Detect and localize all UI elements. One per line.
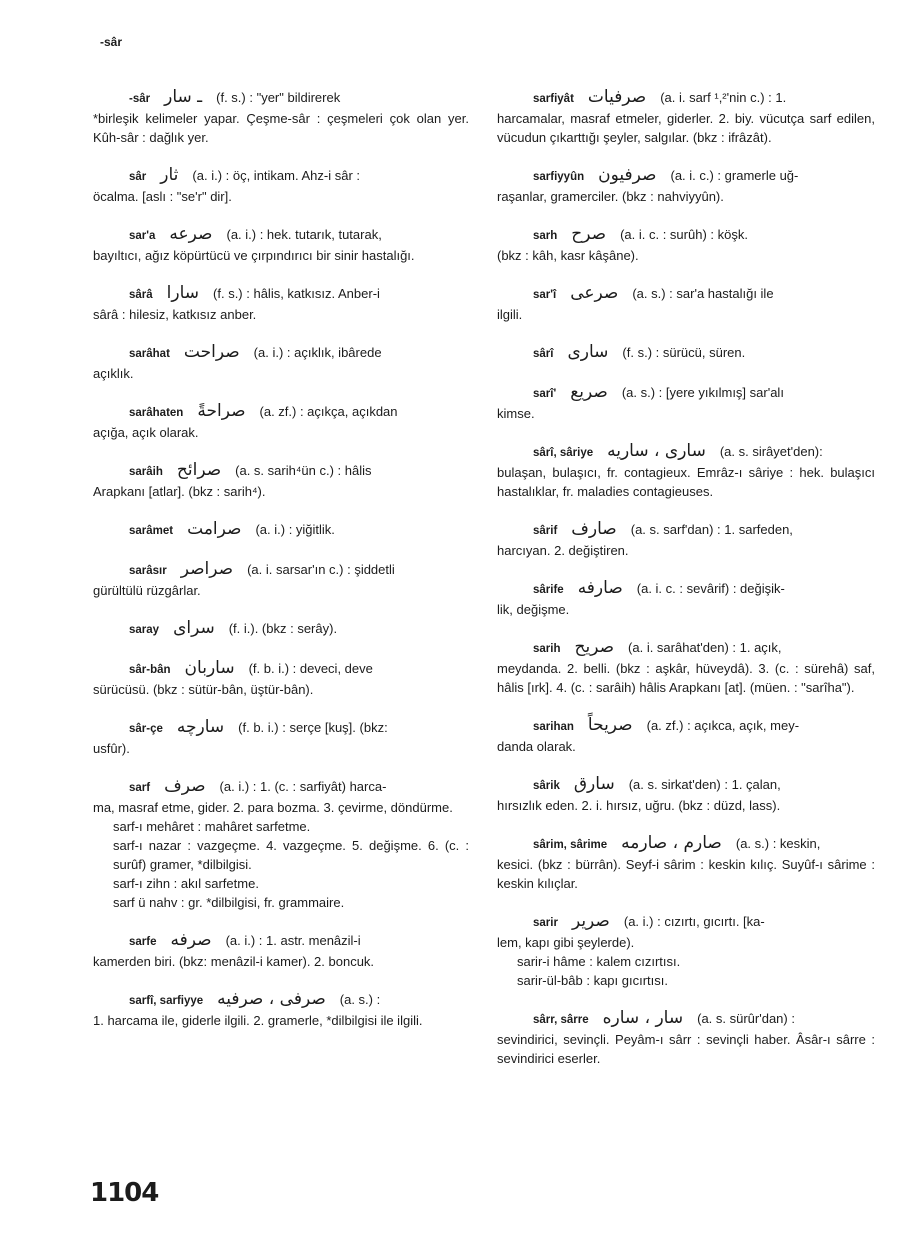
definition-start: (a. i. sarf ¹,²'nin c.) : 1. (660, 90, 787, 105)
entry-first-line (497, 638, 875, 659)
entry-first-line (93, 225, 469, 246)
dictionary-entry (93, 659, 469, 699)
headword: sârife (533, 584, 564, 596)
arabic-spelling: صارف (571, 519, 617, 539)
definition-continuation: danda olarak. (497, 739, 576, 754)
dictionary-entry (93, 777, 469, 912)
entry-first-line (93, 88, 469, 109)
definition-start: (a. i.) : açıklık, ibârede (253, 345, 382, 360)
definition-start: (a. i.) : yiğitlik. (255, 522, 335, 537)
headword: sarâih (129, 466, 163, 478)
arabic-spelling: ـ سار (164, 87, 203, 107)
entry-first-line (93, 284, 469, 305)
headword: sârif (533, 525, 558, 537)
dictionary-entry (497, 343, 875, 364)
arabic-spelling: صريح (574, 637, 615, 657)
definition-start: (a. i. sarsar'ın c.) : şiddetli (247, 562, 395, 577)
entry-first-line (497, 520, 875, 541)
headword: sarh (533, 230, 558, 242)
entry-first-line (93, 619, 469, 640)
dictionary-entry (497, 638, 875, 697)
definition-start: (a. i. c. : sevârif) : değişik- (636, 581, 785, 596)
arabic-spelling: صرير (571, 911, 610, 931)
definition-start: (a. s.) : (339, 992, 381, 1007)
definition-start: (a. s. sarih⁴ün c.) : hâlis (235, 463, 372, 478)
headword: sarfiyât (533, 93, 574, 105)
entry-first-line (93, 990, 469, 1011)
definition-continuation: meydanda. 2. belli. (bkz : aşkâr, hüveydâ). 3. (c. : sürehâ) saf, hâlis [ırk]. 4. (c. : sarâih) hâlis Arapkanı [at]. (müen. : "sarîha"). (497, 661, 875, 695)
definition-continuation: harcıyan. 2. değiştiren. (497, 543, 629, 558)
arabic-spelling: صرفيون (598, 165, 657, 185)
dictionary-entry (497, 166, 875, 206)
dictionary-entry (93, 166, 469, 206)
entry-first-line (93, 718, 469, 739)
arabic-spelling: صرح (571, 224, 607, 244)
entry-first-line (497, 579, 875, 600)
arabic-spelling: صرامت (187, 519, 242, 539)
definition-start: (a. s. sarf'dan) : 1. sarfeden, (630, 522, 793, 537)
definition-continuation: kamerden biri. (bkz: menâzil-i kamer). 2. boncuk. (93, 954, 375, 969)
headword: sârr, sârre (533, 1014, 589, 1026)
dictionary-entry (497, 383, 875, 423)
entry-first-line (497, 284, 875, 305)
dictionary-entry (93, 718, 469, 758)
arabic-spelling: صراصر (180, 559, 234, 579)
entry-first-line (497, 775, 875, 796)
dictionary-entry (93, 402, 469, 442)
definition-start: (f. s.) : "yer" bildirerek (216, 90, 341, 105)
arabic-spelling: صرفه (170, 930, 212, 950)
definition-continuation: gürültülü rüzgârlar. (93, 583, 201, 598)
entry-first-line (93, 931, 469, 952)
definition-continuation: ilgili. (497, 307, 523, 322)
arabic-spelling: ساربان (184, 658, 235, 678)
definition-continuation: harcamalar, masraf etmeler, giderler. 2. biy. vücutça sarf edilen, vücudun çıkarttığı şeyler, salgılar. (bkz : ifrâzât). (497, 111, 875, 145)
entry-first-line (497, 716, 875, 737)
arabic-spelling: سارچه (176, 717, 225, 737)
definition-start: (a. i.) : 1. astr. menâzil-i (225, 933, 361, 948)
entry-first-line (93, 343, 469, 364)
definition-start: (f. s.) : hâlis, katkısız. Anber-i (213, 286, 380, 301)
headword: sarâsır (129, 565, 167, 577)
sub-entry: sarf-ı zihn : akıl sarfetme. (113, 876, 259, 891)
headword: sarir (533, 917, 558, 929)
headword: sârim, sârime (533, 839, 608, 851)
dictionary-entry (93, 225, 469, 265)
definition-continuation: hırsızlık eden. 2. i. hırsız, uğru. (bkz : düzd, lass). (497, 798, 781, 813)
definition-start: (f. b. i.) : serçe [kuş]. (bkz: (238, 720, 388, 735)
sub-entry: sarf-ı nazar : vazgeçme. 4. vazgeçme. 5. değişme. 6. (c. : surûf) gramer, *dilbilgisi. (113, 838, 469, 872)
arabic-spelling: سارى (567, 342, 609, 362)
definition-start: (a. s. sirâyet'den): (719, 444, 823, 459)
sub-entry: sarir-ül-bâb : kapı gıcırtısı. (517, 973, 668, 988)
definition-continuation: bayıltıcı, ağız köpürtücü ve çırpındırıcı bir sinir hastalığı. (93, 248, 415, 263)
headword: -sâr (129, 93, 151, 105)
arabic-spelling: سارق (573, 774, 615, 794)
entry-first-line (497, 912, 875, 933)
definition-start: (a. s. sürûr'dan) : (697, 1011, 795, 1026)
dictionary-entry (497, 775, 875, 815)
definition-continuation: bulaşan, bulaşıcı, fr. contagieux. Emrâz-ı sâriye : hek. bulaşıcı hastalıklar, fr. maladies contagieuses. (497, 465, 875, 499)
headword: sarâhat (129, 348, 170, 360)
definition-continuation: kesici. (bkz : bürrân). Seyf-i sârim : keskin kılıç. Suyûf-ı sârime : keskin kılıçlar. (497, 857, 875, 891)
dictionary-entry (93, 520, 469, 541)
definition-start: (f. s.) : sürücü, süren. (622, 345, 746, 360)
sub-entry: sarf ü nahv : gr. *dilbilgisi, fr. grammaire. (113, 895, 345, 910)
left-column (93, 88, 469, 1049)
headword: sâr (129, 171, 147, 183)
headword: sârî (533, 348, 554, 360)
definition-continuation: Arapkanı [atlar]. (bkz : sarih⁴). (93, 484, 266, 499)
dictionary-entry (93, 284, 469, 324)
headword: sarfî, sarfiyye (129, 995, 204, 1007)
dictionary-entry (93, 619, 469, 640)
arabic-spelling: صرائح (176, 460, 222, 480)
definition-continuation: sürücüsü. (bkz : sütür-bân, üştür-bân). (93, 682, 314, 697)
arabic-spelling: ثار (160, 165, 179, 185)
definition-start: (a. s.) : [yere yıkılmış] sar'alı (621, 385, 784, 400)
arabic-spelling: صريحاً (587, 715, 633, 735)
entry-first-line (497, 166, 875, 187)
arabic-spelling: صراحةً (197, 401, 246, 421)
entry-first-line (497, 225, 875, 246)
dictionary-entry (93, 461, 469, 501)
dictionary-entry (497, 442, 875, 501)
definition-continuation: ma, masraf etme, gider. 2. para bozma. 3. çevirme, döndürme. (93, 800, 453, 815)
definition-continuation: (bkz : kâh, kasr kâşâne). (497, 248, 639, 263)
entry-first-line (497, 442, 875, 463)
headword: sârik (533, 780, 560, 792)
definition-start: (a. i.) : cızırtı, gıcırtı. [ka- (623, 914, 765, 929)
definition-continuation: öcalma. [aslı : "se'r" dir]. (93, 189, 232, 204)
entry-first-line (497, 834, 875, 855)
headword: sarfiyyûn (533, 171, 585, 183)
dictionary-entry (93, 88, 469, 147)
headword: sar'î (533, 289, 557, 301)
dictionary-entry (497, 520, 875, 560)
headword: sarihan (533, 721, 574, 733)
headword: sâr-çe (129, 723, 163, 735)
definition-start: (a. i. sarâhat'den) : 1. açık, (628, 640, 782, 655)
running-header: -sâr (100, 35, 123, 49)
arabic-spelling: صراحت (183, 342, 240, 362)
headword: sârî, sâriye (533, 447, 594, 459)
right-column (497, 88, 875, 1087)
definition-continuation: usfûr). (93, 741, 130, 756)
entry-first-line (497, 383, 875, 404)
definition-continuation: açıklık. (93, 366, 134, 381)
definition-start: (a. i. c.) : gramerle uğ- (670, 168, 799, 183)
headword: sarâmet (129, 525, 174, 537)
headword: sar'a (129, 230, 156, 242)
dictionary-entry (93, 990, 469, 1030)
sub-entry: sarir-i hâme : kalem cızırtısı. (517, 954, 681, 969)
dictionary-entry (497, 834, 875, 893)
sub-entry: sarf-ı mehâret : mahâret sarfetme. (113, 819, 311, 834)
entry-first-line (93, 777, 469, 798)
dictionary-entry (93, 343, 469, 383)
entry-first-line (93, 166, 469, 187)
entry-first-line (93, 659, 469, 680)
definition-continuation: 1. harcama ile, giderle ilgili. 2. gramerle, *dilbilgisi ile ilgili. (93, 1013, 423, 1028)
arabic-spelling: سارى ، ساريه (607, 441, 706, 461)
definition-continuation: lem, kapı gibi şeylerde). (497, 935, 635, 950)
entry-first-line (93, 402, 469, 423)
dictionary-entry (497, 88, 875, 147)
dictionary-entry (497, 912, 875, 990)
headword: saray (129, 624, 160, 636)
arabic-spelling: صرعه (169, 224, 213, 244)
definition-start: (f. b. i.) : deveci, deve (248, 661, 373, 676)
arabic-spelling: سارا (166, 283, 200, 303)
definition-continuation: raşanlar, gramerciler. (bkz : nahviyyûn). (497, 189, 724, 204)
definition-start: (a. i.) : 1. (c. : sarfiyât) harca- (219, 779, 387, 794)
definition-continuation: kimse. (497, 406, 535, 421)
dictionary-entry (497, 284, 875, 324)
definition-start: (a. s.) : sar'a hastalığı ile (632, 286, 774, 301)
dictionary-entry (497, 1009, 875, 1068)
arabic-spelling: صريع (570, 382, 608, 402)
entry-first-line (93, 560, 469, 581)
entry-first-line (497, 343, 875, 364)
definition-start: (a. i. c. : surûh) : köşk. (620, 227, 748, 242)
headword: sarfe (129, 936, 157, 948)
definition-continuation: lik, değişme. (497, 602, 570, 617)
dictionary-entry (93, 560, 469, 600)
arabic-spelling: صارفه (577, 578, 623, 598)
definition-continuation: sevindirici, sevinçli. Peyâm-ı sârr : sevinçli haber. Âsâr-ı sârre : sevindirici eserler. (497, 1032, 875, 1066)
arabic-spelling: سراى (173, 618, 215, 638)
definition-continuation: açığa, açık olarak. (93, 425, 199, 440)
headword: sârâ (129, 289, 153, 301)
dictionary-entry (497, 225, 875, 265)
entry-first-line (93, 461, 469, 482)
definition-start: (a. zf.) : açıkça, açıkdan (259, 404, 398, 419)
headword: sarf (129, 782, 151, 794)
headword: sarâhaten (129, 407, 184, 419)
definition-continuation: *birleşik kelimeler yapar. Çeşme-sâr : çeşmeleri çok olan yer. Kûh-sâr : dağlık yer. (93, 111, 469, 145)
definition-start: (a. i.) : hek. tutarık, tutarak, (226, 227, 382, 242)
arabic-spelling: صارم ، صارمه (621, 833, 722, 853)
arabic-spelling: صرفى ، صرفيه (217, 989, 326, 1009)
arabic-spelling: صرعى (570, 283, 619, 303)
definition-continuation: sârâ : hilesiz, katkısız anber. (93, 307, 257, 322)
definition-start: (f. i.). (bkz : serây). (228, 621, 338, 636)
headword: sarî' (533, 388, 557, 400)
entry-first-line (497, 1009, 875, 1030)
arabic-spelling: صرفيات (587, 87, 647, 107)
headword: sarih (533, 643, 561, 655)
entry-first-line (497, 88, 875, 109)
arabic-spelling: صرف (164, 776, 206, 796)
arabic-spelling: سار ، ساره (602, 1008, 684, 1028)
definition-start: (a. i.) : öç, intikam. Ahz-i sâr : (192, 168, 361, 183)
definition-start: (a. zf.) : açıkca, açık, mey- (646, 718, 800, 733)
headword: sâr-bân (129, 664, 171, 676)
entry-first-line (93, 520, 469, 541)
page-number: 1104 (90, 1178, 159, 1208)
dictionary-entry (497, 579, 875, 619)
definition-start: (a. s.) : keskin, (735, 836, 821, 851)
definition-start: (a. s. sirkat'den) : 1. çalan, (628, 777, 781, 792)
dictionary-entry (93, 931, 469, 971)
dictionary-entry (497, 716, 875, 756)
